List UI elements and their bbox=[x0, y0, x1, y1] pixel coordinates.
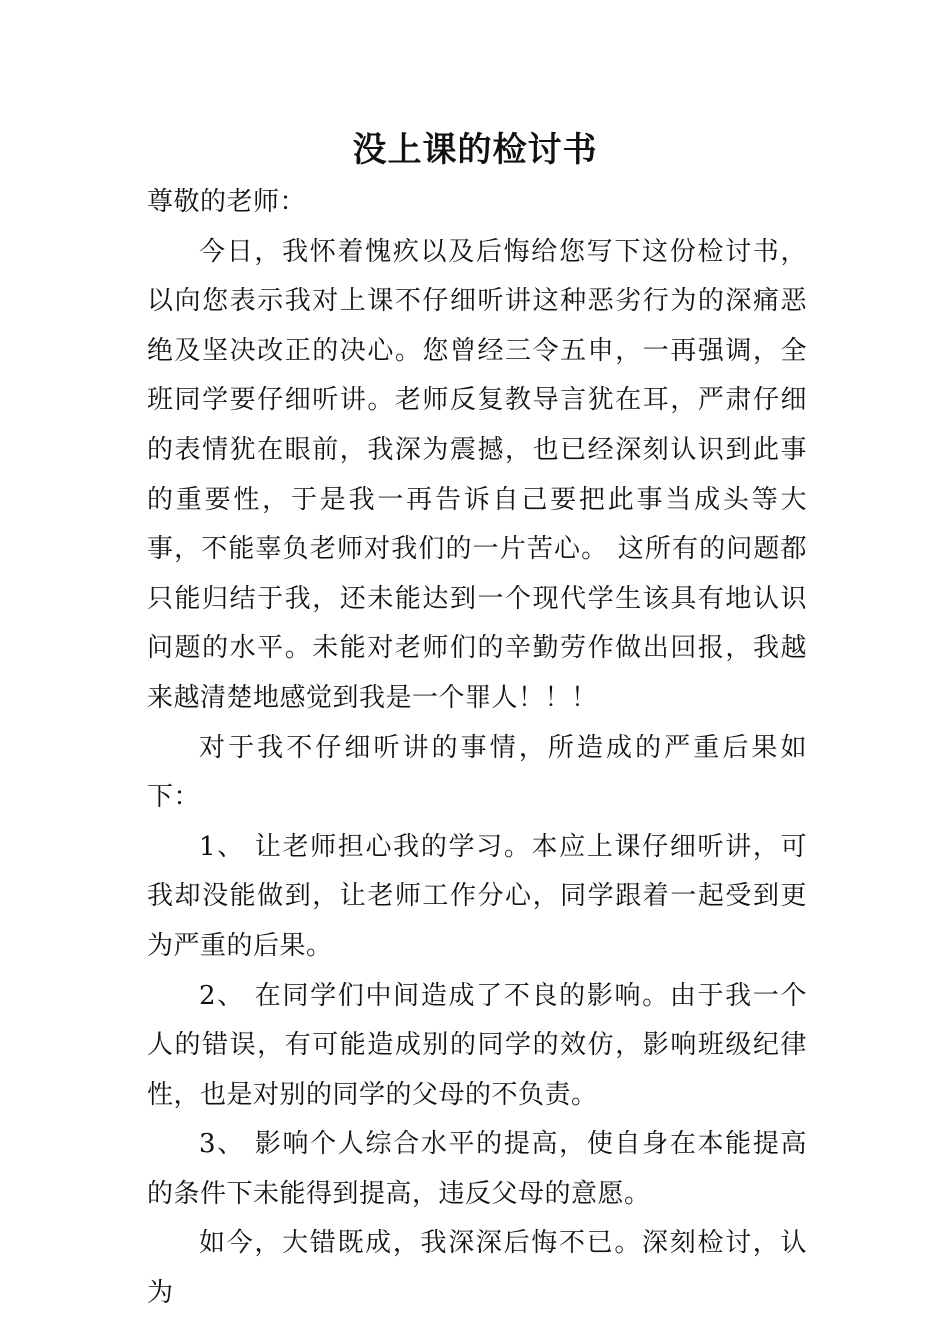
list-item: 3、 影响个人综合水平的提高，使自身在本能提高的条件下未能得到提高，违反父母的意愿。 bbox=[147, 1129, 807, 1209]
salutation: 尊敬的老师： bbox=[147, 187, 307, 217]
list-item: 2、 在同学们中间造成了不良的影响。由于我一个人的错误，有可能造成别的同学的效仿，影响班级纪律性，也是对别的同学的父母的不负责。 bbox=[147, 980, 807, 1110]
list-item: 1、 让老师担心我的学习。本应上课仔细听讲，可我却没能做到，让老师工作分心，同学跟着一起受到更为严重的后果。 bbox=[147, 831, 807, 961]
paragraph-closing: 如今，大错既成，我深深后悔不已。深刻检讨，认为 bbox=[147, 1228, 807, 1309]
document-body bbox=[147, 178, 807, 1319]
paragraph-intro: 今日，我怀着愧疚以及后悔给您写下这份检讨书，以向您表示我对上课不仔细听讲这种恶劣行为的深痛恶绝及坚决改正的决心。您曾经三令五申，一再强调，全班同学要仔细听讲。老师反复教导言犹在耳，严肃仔细的表情犹在眼前，我深为震撼，也已经深刻认识到此事的重要性，于是我一再告诉自己要把此事当成头等大事，不能辜负老师对我们的一片苦心。 这所有的问题都只能归结于我，还未能达到一个现代学生该具有地认识问题的水平。未能对老师们的辛勤劳作做出回报，我越来越清楚地感觉到我是一个罪人！！！ bbox=[147, 236, 807, 713]
paragraph-consequences-lead: 对于我不仔细听讲的事情，所造成的严重后果如下： bbox=[147, 732, 807, 813]
document-title: 没上课的检讨书 bbox=[352, 130, 598, 170]
